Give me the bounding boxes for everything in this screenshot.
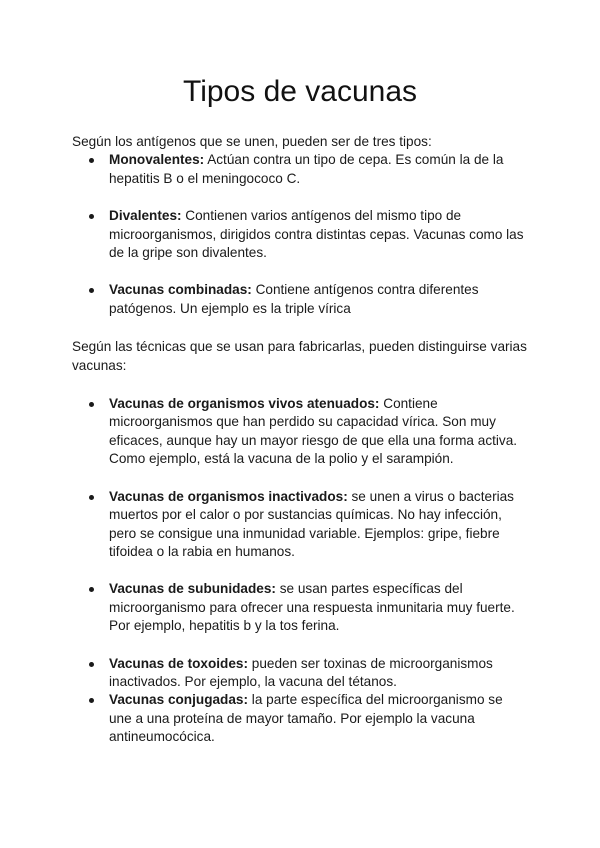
bullet-icon bbox=[89, 158, 94, 163]
term-description: Contiene microorganismos que han perdido su capacidad vírica. Son muy eficaces, aunque hay un mayor riesgo de que ella una forma activa. Como ejemplo, está la vacuna de la polio y el sarampión. bbox=[109, 396, 518, 467]
bullet-icon bbox=[89, 214, 94, 219]
term-description: se unen a virus o bacterias muertos por el calor o por sustancias químicas. No hay infección, pero se consigue una inmunidad variable. Ejemplos: gripe, fiebre tifoidea o la rabia en humanos. bbox=[109, 488, 514, 559]
page-title: Tipos de vacunas bbox=[182, 75, 418, 108]
list-item-inactivados bbox=[109, 488, 528, 562]
list-item-toxoides bbox=[109, 655, 528, 692]
bullet-icon bbox=[89, 495, 94, 500]
bullet-icon bbox=[89, 698, 94, 703]
term-label: Monovalentes: bbox=[109, 152, 205, 168]
section1-intro: Según los antígenos que se unen, pueden ser de tres tipos: bbox=[72, 134, 432, 149]
bullet-icon bbox=[89, 402, 94, 407]
bullet-icon bbox=[89, 288, 94, 293]
term-description: la parte específica del microorganismo se une a una proteína de mayor tamaño. Por ejemplo la vacuna antineumocócica. bbox=[109, 692, 503, 745]
term-label: Vacunas combinadas: bbox=[109, 282, 252, 298]
term-description: pueden ser toxinas de microorganismos inactivados. Por ejemplo, la vacuna del tétanos. bbox=[109, 655, 493, 689]
list-item-conjugadas bbox=[109, 691, 528, 746]
antigen-types-list bbox=[72, 151, 528, 318]
list-item-monovalentes bbox=[109, 151, 528, 188]
bullet-icon bbox=[89, 662, 94, 667]
list-item-divalentes bbox=[109, 207, 528, 262]
list-item-vivos-atenuados bbox=[109, 395, 528, 469]
manufacturing-types-list bbox=[72, 395, 528, 747]
term-description: Contiene antígenos contra diferentes patógenos. Un ejemplo es la triple vírica bbox=[109, 282, 479, 316]
term-description: Contienen varios antígenos del mismo tipo de microorganismos, dirigidos contra distintas cepas. Vacunas como las de la gripe son divalentes. bbox=[109, 208, 524, 261]
term-label: Vacunas de organismos inactivados: bbox=[109, 488, 348, 504]
list-item-combinadas bbox=[109, 281, 528, 318]
term-label: Vacunas de subunidades: bbox=[109, 581, 276, 597]
term-description: se usan partes específicas del microorganismo para ofrecer una respuesta inmunitaria muy fuerte. Por ejemplo, hepatitis b y la tos ferina. bbox=[109, 581, 515, 634]
term-label: Vacunas de organismos vivos atenuados: bbox=[109, 396, 380, 412]
term-label: Divalentes: bbox=[109, 208, 182, 224]
section2-intro: Según las técnicas que se usan para fabricarlas, pueden distinguirse varias vacunas: bbox=[72, 339, 527, 373]
term-description: Actúan contra un tipo de cepa. Es común la de la hepatitis B o el meningococo C. bbox=[109, 152, 504, 186]
term-label: Vacunas de toxoides: bbox=[109, 655, 249, 671]
term-label: Vacunas conjugadas: bbox=[109, 692, 249, 708]
list-item-subunidades bbox=[109, 580, 528, 635]
bullet-icon bbox=[89, 587, 94, 592]
